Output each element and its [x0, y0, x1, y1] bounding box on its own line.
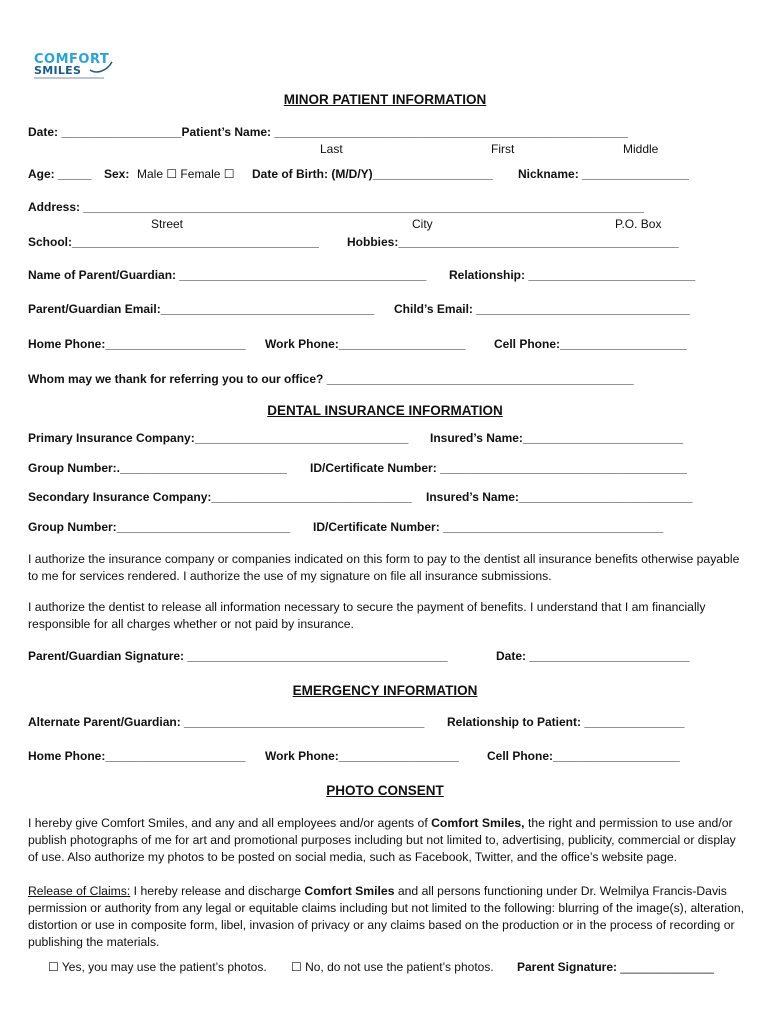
section-heading-photo: PHOTO CONSENT: [326, 783, 444, 798]
release-authorization-text: I authorize the dentist to release all information necessary to secure the payment of benefits. I understand that I am financially responsible for all charges whether or not paid by insurance.: [28, 600, 706, 631]
guardian-signature-field[interactable]: Parent/Guardian Signature: _______________________________________: [28, 649, 448, 663]
release-of-claims-label: Release of Claims:: [28, 884, 131, 898]
relationship-field[interactable]: Relationship: _________________________: [449, 268, 696, 282]
comfort-smiles-logo: [32, 52, 114, 82]
tooth-swoosh-icon: [88, 56, 114, 76]
sex-label: Sex:: [104, 167, 130, 181]
consent-yes-checkbox[interactable]: ☐ Yes, you may use the patient’s photos.: [48, 960, 267, 974]
label-city: City: [412, 217, 433, 231]
label-street: Street: [151, 217, 184, 231]
release-text-c: and all persons functioning under Dr. Welmilya Francis-Davis permission or authority from any legal or equitable claims including but not limited to the following: blurring of the image(s), alteration, distortion or use in composite form, libel, invasion of privacy or any claims based on the production or in the process of recording or publishing the materials.: [28, 884, 745, 949]
photo-text-a: I hereby give Comfort Smiles, and any and all employees and/or agents of: [28, 816, 432, 830]
section-heading-insurance: DENTAL INSURANCE INFORMATION: [267, 403, 503, 418]
label-po-box: P.O. Box: [615, 217, 662, 231]
child-email-field[interactable]: Child’s Email: ________________________________: [394, 302, 690, 316]
parent-email-field[interactable]: Parent/Guardian Email:________________________________: [28, 302, 375, 316]
cell-phone-field[interactable]: Cell Phone:___________________: [494, 337, 687, 351]
release-text-a: I hereby release and discharge: [130, 884, 305, 898]
hobbies-field[interactable]: Hobbies:__________________________________________: [347, 235, 679, 249]
logo-tagline-bar: [34, 77, 104, 79]
emergency-cell-phone-field[interactable]: Cell Phone:___________________: [487, 749, 680, 763]
address-field[interactable]: Address: ____________________________________________________________________________________: [28, 200, 644, 214]
release-text-brand: Comfort Smiles: [304, 884, 395, 898]
group-number-field-2[interactable]: Group Number:__________________________: [28, 520, 291, 534]
parent-signature-line[interactable]: ______________: [617, 960, 714, 974]
label-middle: Middle: [623, 142, 659, 156]
certificate-number-field-2[interactable]: ID/Certificate Number: _________________________________: [313, 520, 664, 534]
emergency-work-phone-field[interactable]: Work Phone:__________________: [265, 749, 459, 763]
home-phone-field[interactable]: Home Phone:_____________________: [28, 337, 246, 351]
consent-no-checkbox[interactable]: ☐ No, do not use the patient’s photos.: [291, 960, 494, 974]
group-number-field-1[interactable]: Group Number:._________________________: [28, 461, 287, 475]
relationship-to-patient-field[interactable]: Relationship to Patient: _______________: [447, 715, 685, 729]
school-field[interactable]: School:_____________________________________: [28, 235, 319, 249]
signature-date-field[interactable]: Date: ________________________: [496, 649, 690, 663]
section-heading-emergency: EMERGENCY INFORMATION: [292, 683, 478, 698]
section-heading-minor: MINOR PATIENT INFORMATION: [283, 92, 487, 107]
referral-field[interactable]: Whom may we thank for referring you to our office? ______________________________________________: [28, 372, 634, 386]
secondary-insurance-field[interactable]: Secondary Insurance Company:______________________________: [28, 490, 412, 504]
release-of-claims-paragraph: [28, 883, 746, 951]
certificate-number-field-1[interactable]: ID/Certificate Number: _____________________________________: [310, 461, 687, 475]
label-first: First: [491, 142, 515, 156]
sex-checkboxes[interactable]: Male ☐ Female ☐: [137, 167, 235, 181]
nickname-field[interactable]: Nickname: ________________: [518, 167, 689, 181]
primary-insurance-field[interactable]: Primary Insurance Company:________________________________: [28, 431, 409, 445]
dob-field[interactable]: Date of Birth: (M/D/Y)__________________: [252, 167, 493, 181]
age-field[interactable]: Age: _____: [28, 167, 92, 181]
alternate-guardian-field[interactable]: Alternate Parent/Guardian: ____________________________________: [28, 715, 425, 729]
emergency-home-phone-field[interactable]: Home Phone:_____________________: [28, 749, 246, 763]
photo-consent-paragraph: [28, 815, 746, 866]
logo-text-line1: COMFORT: [34, 52, 110, 67]
parent-name-field[interactable]: Name of Parent/Guardian: _____________________________________: [28, 268, 427, 282]
label-last: Last: [320, 142, 343, 156]
insured-name-field-2[interactable]: Insured’s Name:__________________________: [426, 490, 693, 504]
logo-text-line2: SMILES: [34, 64, 82, 77]
parent-signature-label: Parent Signature:: [517, 960, 618, 974]
insurance-authorization-text: I authorize the insurance company or companies indicated on this form to pay to the dentist all insurance benefits otherwise payable to me for services rendered. I authorize the use of my signature on file all insurance submissions.: [28, 552, 740, 583]
insured-name-field-1[interactable]: Insured’s Name:________________________: [430, 431, 684, 445]
work-phone-field[interactable]: Work Phone:___________________: [265, 337, 466, 351]
parent-signature-field[interactable]: [517, 960, 714, 974]
photo-text-c: the right and permission to use and/or publish photographs of me for art and promotional purposes including but not limited to, advertising, publicity, commercial or display of use. Also authorize my photos to be posted on social media, such as Facebook, Twitter, and the office’s website page.: [28, 816, 736, 864]
date-patient-name-field[interactable]: Date: __________________Patient’s Name: _____________________________________________________: [28, 125, 629, 139]
photo-text-brand: Comfort Smiles,: [431, 816, 525, 830]
